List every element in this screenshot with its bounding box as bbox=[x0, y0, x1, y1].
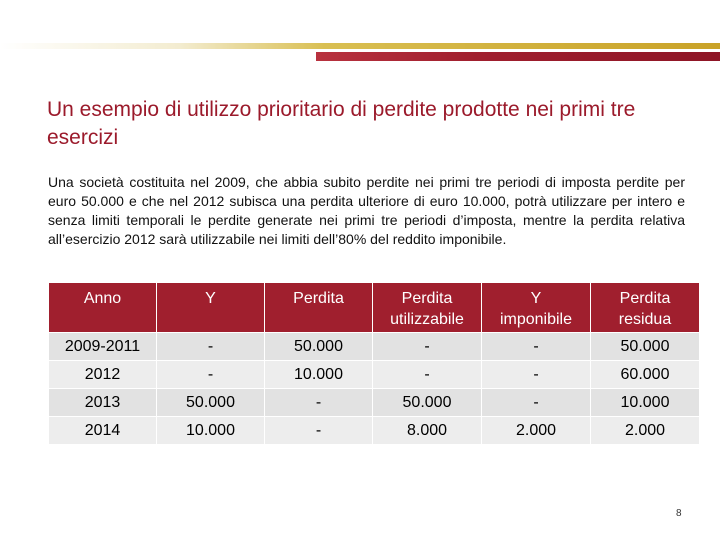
cell-y: 50.000 bbox=[157, 389, 265, 417]
table-row bbox=[49, 361, 700, 389]
cell-perdita-utilizzabile: - bbox=[373, 361, 482, 389]
cell-perdita-residua: 50.000 bbox=[591, 333, 700, 361]
cell-anno: 2012 bbox=[49, 361, 157, 389]
cell-perdita: 50.000 bbox=[265, 333, 373, 361]
table-row bbox=[49, 389, 700, 417]
cell-y: 10.000 bbox=[157, 417, 265, 445]
cell-y-imponibile: - bbox=[482, 361, 591, 389]
cell-perdita: 10.000 bbox=[265, 361, 373, 389]
cell-y: - bbox=[157, 333, 265, 361]
header-anno: Anno bbox=[49, 283, 157, 333]
gold-decorative-bar bbox=[0, 43, 720, 49]
cell-y-imponibile: - bbox=[482, 333, 591, 361]
red-decorative-bar bbox=[316, 52, 720, 61]
header-y: Y bbox=[157, 283, 265, 333]
cell-perdita: - bbox=[265, 417, 373, 445]
table-row bbox=[49, 417, 700, 445]
cell-perdita: - bbox=[265, 389, 373, 417]
cell-perdita-residua: 2.000 bbox=[591, 417, 700, 445]
cell-y-imponibile: - bbox=[482, 389, 591, 417]
cell-perdita-utilizzabile: 8.000 bbox=[373, 417, 482, 445]
header-y-imponibile: Y imponibile bbox=[482, 283, 591, 333]
cell-anno: 2009-2011 bbox=[49, 333, 157, 361]
losses-table bbox=[48, 282, 700, 445]
cell-anno: 2014 bbox=[49, 417, 157, 445]
header-perdita-residua: Perdita residua bbox=[591, 283, 700, 333]
cell-perdita-residua: 10.000 bbox=[591, 389, 700, 417]
cell-perdita-utilizzabile: 50.000 bbox=[373, 389, 482, 417]
cell-perdita-utilizzabile: - bbox=[373, 333, 482, 361]
cell-anno: 2013 bbox=[49, 389, 157, 417]
header-perdita-utilizzabile: Perdita utilizzabile bbox=[373, 283, 482, 333]
cell-y: - bbox=[157, 361, 265, 389]
cell-perdita-residua: 60.000 bbox=[591, 361, 700, 389]
intro-paragraph: Una società costituita nel 2009, che abbia subito perdite nei primi tre periodi di imposta perdite per euro 50.000 e che nel 2012 subisca una perdita ulteriore di euro 10.000, potrà utilizzare per intero e senza limiti temporali le perdite generate nei primi tre periodi d’imposta, mentre la perdita relativa all’esercizio 2012 sarà utilizzabile nei limiti dell’80% del reddito imponibile. bbox=[48, 174, 685, 247]
slide-title: Un esempio di utilizzo prioritario di perdite prodotte nei primi tre esercizi bbox=[47, 98, 636, 149]
table-header-row bbox=[49, 283, 700, 333]
cell-y-imponibile: 2.000 bbox=[482, 417, 591, 445]
table-row bbox=[49, 333, 700, 361]
page-number: 8 bbox=[676, 508, 682, 519]
header-perdita: Perdita bbox=[265, 283, 373, 333]
